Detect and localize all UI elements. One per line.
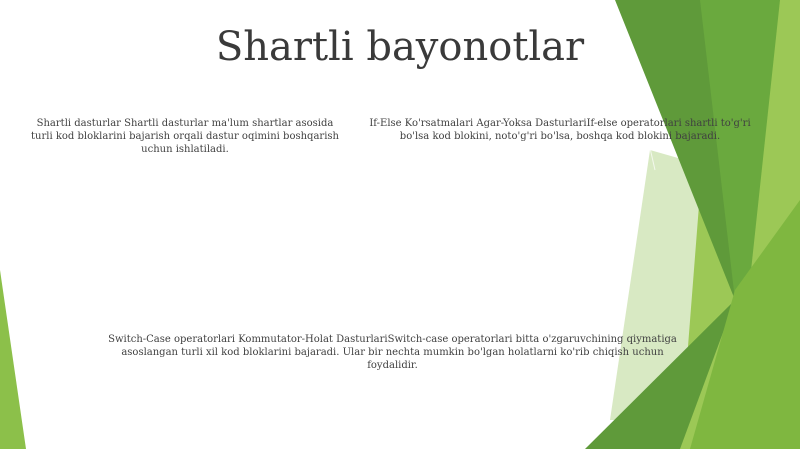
content-block-if-else: If-Else Ko'rsatmalari Agar-Yoksa DasturlariIf-else operatorlari shartli to'g'ri bo'lsa kod blokini, noto'g'ri bo'lsa, boshqa kod blokini bajaradi. xyxy=(369,118,751,142)
slide-title: Shartli bayonotlar xyxy=(215,24,585,70)
left-green-strip xyxy=(0,270,26,449)
content-block-conditional-statements: Shartli dasturlar Shartli dasturlar ma'lum shartlar asosida turli kod bloklarini bajarish orqali dastur oqimini boshqarish uchun ishlatiladi. xyxy=(31,118,339,155)
content-block-switch-case: Switch-Case operatorlari Kommutator-Holat DasturlariSwitch-case operatorlari bitta o'zgaruvchining qiymatiga asoslangan turli xil kod bloklarini bajaradi. Ular bir nechta mumkin bo'lgan holatlarni ko'rib chiqish uchun foydalidir. xyxy=(108,334,677,371)
